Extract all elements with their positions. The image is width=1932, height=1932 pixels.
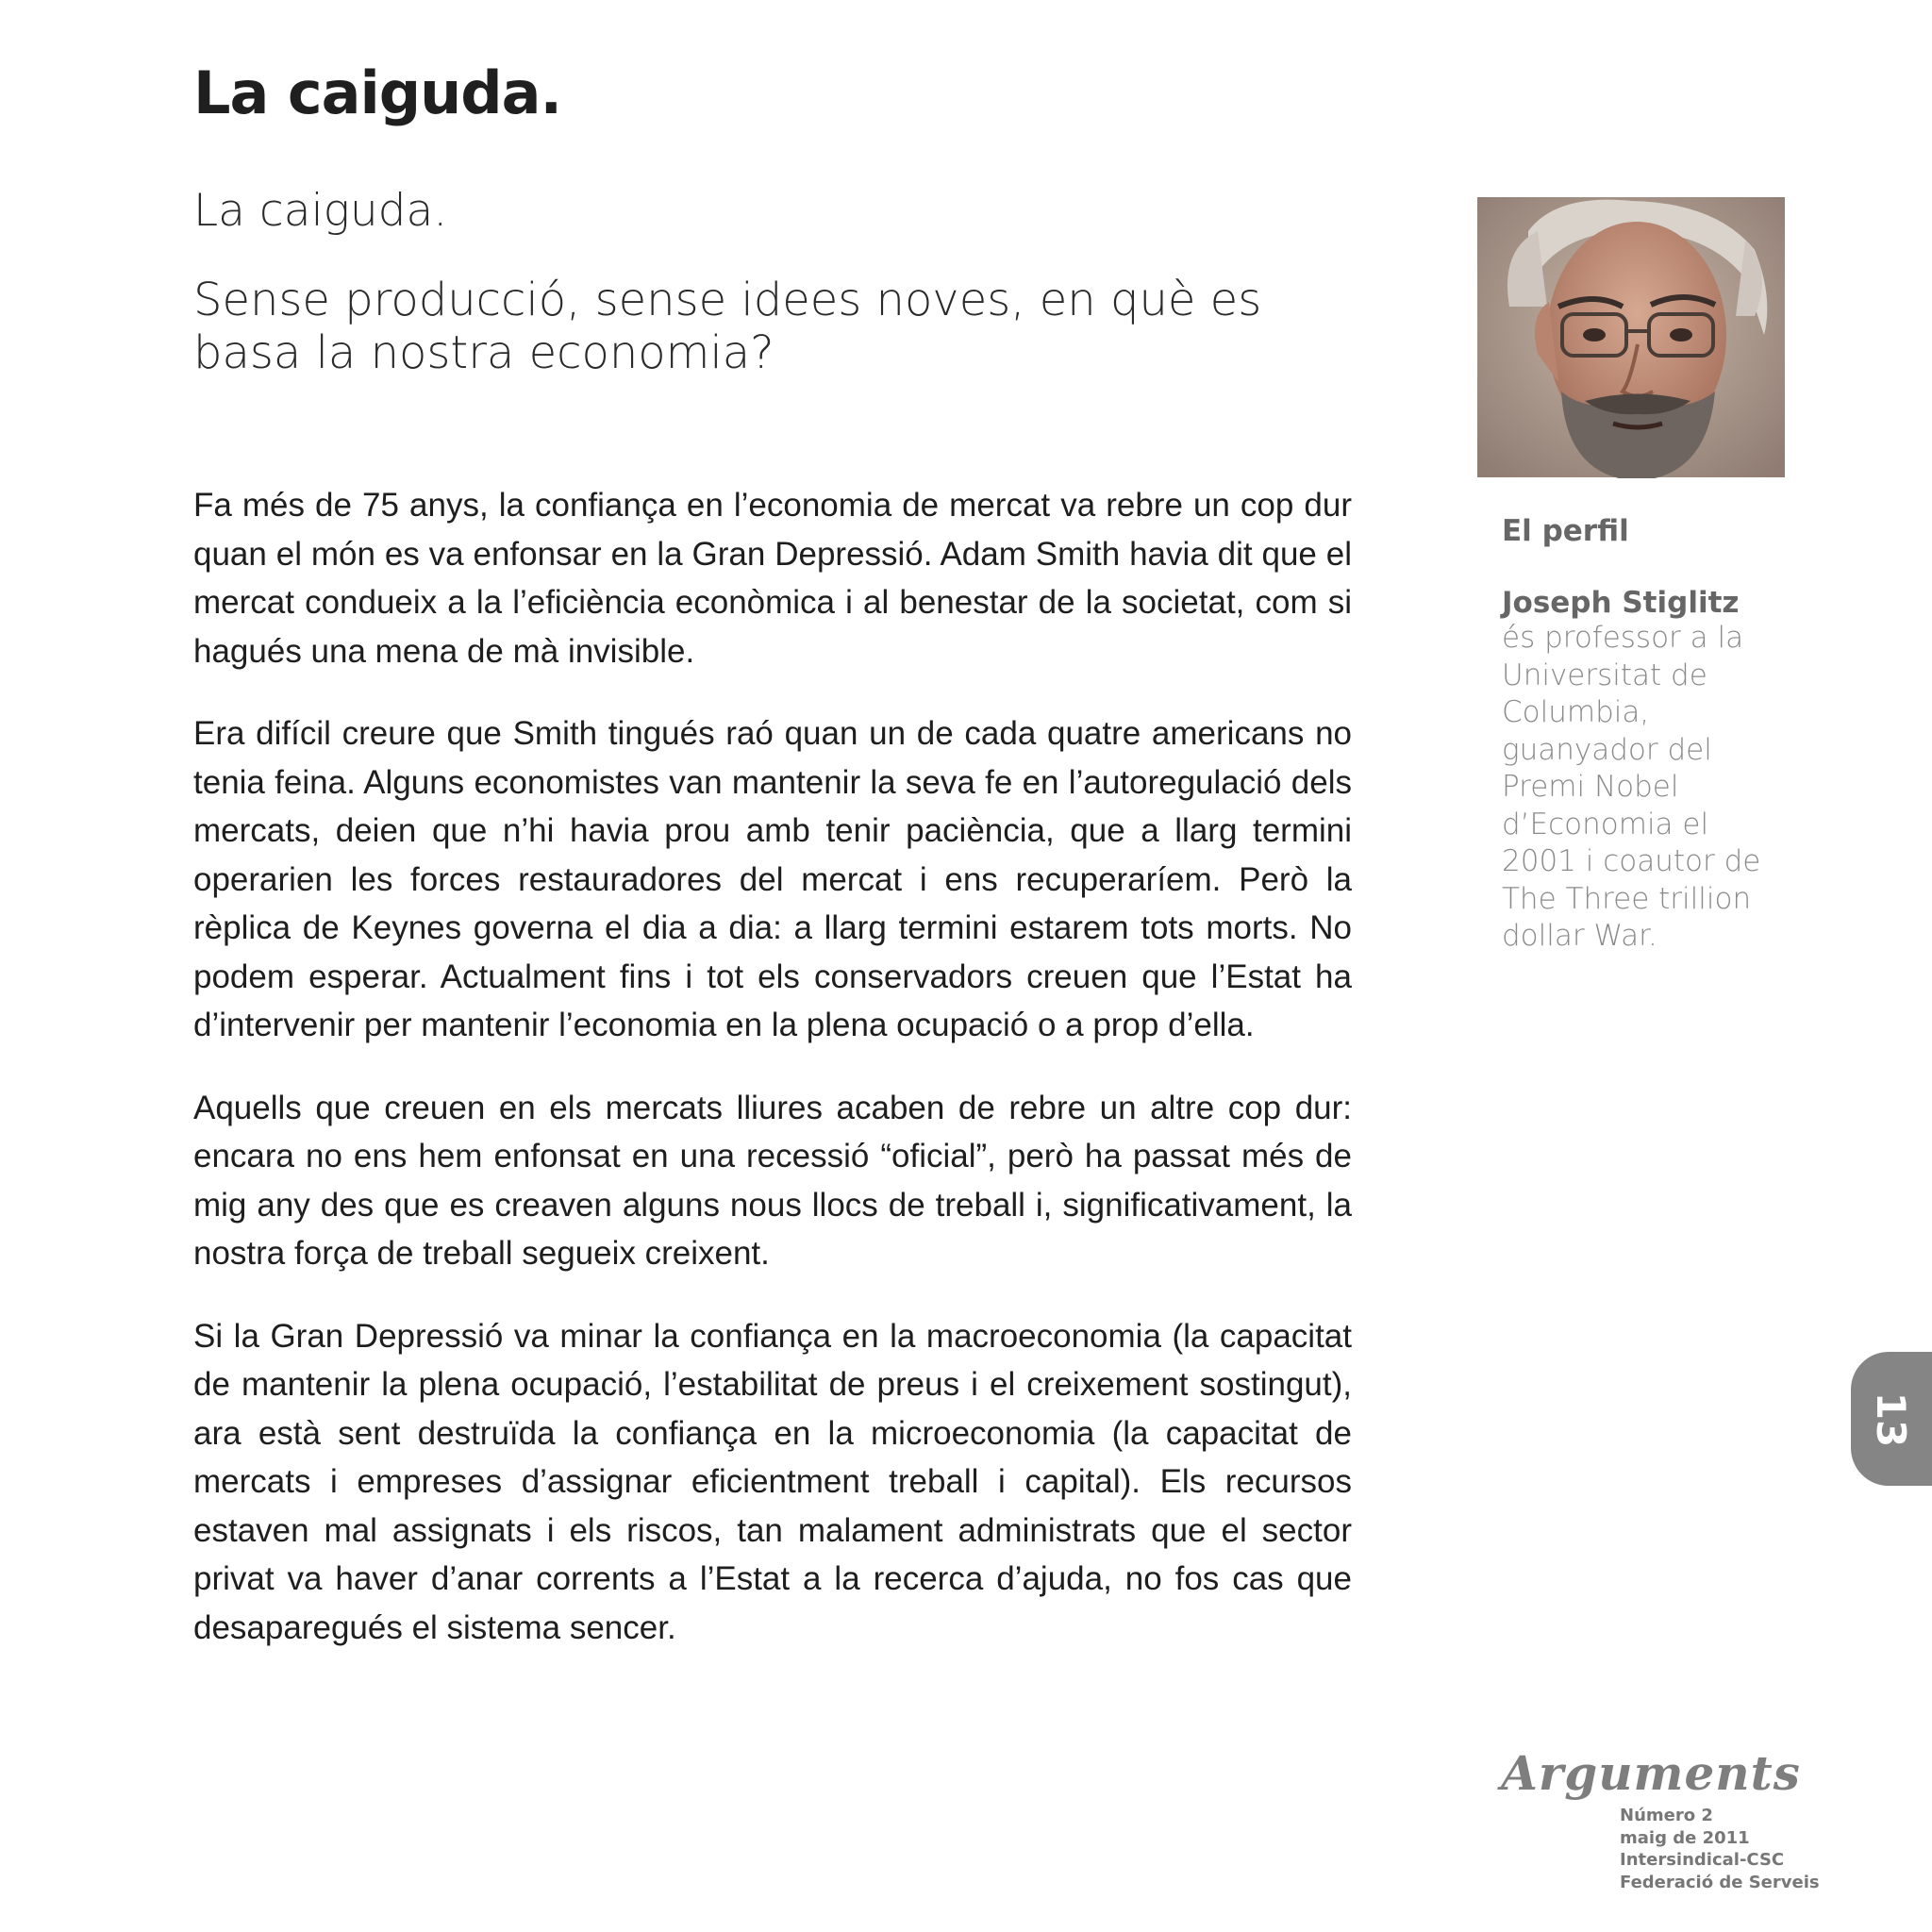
page-number: 13: [1868, 1391, 1915, 1448]
profile-description: és professor a la Universitat de Columbia, guanyador del Premi Nobel d’Economia el 2001 i coautor de The Three trillion dollar War.: [1502, 621, 1761, 953]
profile-sidebar: [1502, 514, 1785, 956]
subtitle-question: Sense producció, sense idees noves, en què es basa la nostra economia?: [193, 274, 1262, 379]
publisher-org: Intersindical-CSC: [1620, 1850, 1785, 1870]
magazine-logo: Arguments: [1501, 1745, 1801, 1801]
paragraph-2: Era difícil creure que Smith tingués raó quan un de cada quatre americans no tenia feina. Alguns economistes van mantenir la seva fe en l’autoregulació dels mercats, deien que n’hi havia prou amb tenir paciència, que a llarg termini operarien les forces restauradores del mercat i ens recuperaríem. Però la rèplica de Keynes governa el dia a dia: a llarg termini estarem tots morts. No podem esperar. Actualment fins i tot els conservadors creuen que l’Estat ha d’intervenir per mantenir l’economia en la plena ocupació o a prop d’ella.: [193, 715, 1352, 1043]
publisher-federation: Federació de Serveis: [1620, 1872, 1820, 1892]
page-title: La caiguda.: [193, 58, 562, 127]
profile-name: Joseph Stiglitz: [1502, 586, 1740, 620]
issue-number: Número 2: [1620, 1806, 1713, 1825]
paragraph-1: Fa més de 75 anys, la confiança en l’economia de mercat va rebre un cop dur quan el món es va enfonsar en la Gran Depressió. Adam Smith havia dit que el mercat condueix a la l’eficiència econòmica i al benestar de la societat, com si hagués una mena de mà invisible.: [193, 487, 1352, 670]
paragraph-4: Si la Gran Depressió va minar la confiança en la macroeconomia (la capacitat de mantenir la plena ocupació, l’estabilitat de preus i el creixement sostingut), ara està sent destruïda la confiança en la microeconomia (la capacitat de mercats i empreses d’assignar eficientment treball i capital). Els recursos estaven mal assignats i els riscos, tan malament administrats que el sector privat va haver d’anar corrents a l’Estat a la recerca d’ajuda, no fos cas que desaparegués el sistema sencer.: [193, 1317, 1352, 1646]
issue-date: maig de 2011: [1620, 1827, 1750, 1848]
author-portrait: [1472, 193, 1790, 481]
profile-heading: El perfil: [1502, 514, 1629, 548]
article-body: [193, 481, 1352, 1686]
paragraph-3: Aquells que creuen en els mercats lliures acaben de rebre un altre cop dur: encara no ens hem enfonsat en una recessió “oficial”, però ha passat més de mig any des que es creaven alguns nous llocs de treball i, significativament, la nostra força de treball segueix creixent.: [193, 1089, 1352, 1272]
subtitle-repeat: La caiguda.: [193, 185, 448, 237]
publication-info: [1620, 1805, 1820, 1893]
